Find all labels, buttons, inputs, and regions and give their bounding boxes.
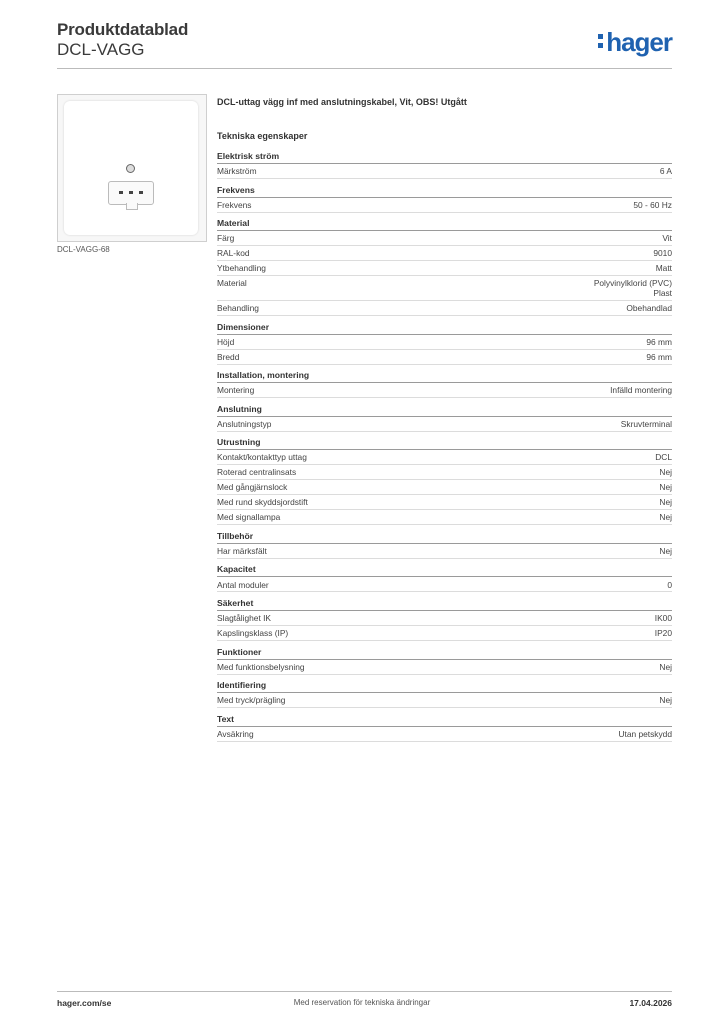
spec-value: Polyvinylklorid (PVC) Plast <box>593 278 672 299</box>
spec-group-title: Kapacitet <box>217 563 672 577</box>
specs-title: Tekniska egenskaper <box>217 131 308 141</box>
spec-value: Nej <box>659 512 672 523</box>
spec-row <box>217 544 672 559</box>
spec-group-title: Utrustning <box>217 436 672 450</box>
footer-date: 17.04.2026 <box>629 998 672 1008</box>
spec-row <box>217 335 672 350</box>
screw-icon <box>126 164 135 173</box>
spec-group-title: Funktioner <box>217 646 672 660</box>
logo-dots-icon <box>598 34 603 52</box>
spec-row <box>217 495 672 510</box>
spec-group-title: Elektrisk ström <box>217 150 672 164</box>
spec-row <box>217 198 672 213</box>
spec-label: Kapslingsklass (IP) <box>217 628 289 639</box>
spec-value: IP20 <box>654 628 672 639</box>
spec-group-title: Installation, montering <box>217 369 672 383</box>
socket-tab <box>126 203 138 210</box>
spec-group <box>217 369 672 398</box>
spec-value: Obehandlad <box>626 303 672 314</box>
spec-row <box>217 693 672 708</box>
spec-group <box>217 150 672 179</box>
spec-label: Med rund skyddsjordstift <box>217 497 308 508</box>
outlet-plate-image <box>64 101 198 235</box>
spec-group-title: Material <box>217 217 672 231</box>
spec-label: Med signallampa <box>217 512 281 523</box>
spec-value: Nej <box>659 482 672 493</box>
spec-group-title: Text <box>217 713 672 727</box>
footer-disclaimer: Med reservation för tekniska ändringar <box>293 998 431 1007</box>
spec-row <box>217 577 672 592</box>
spec-value: Skruvterminal <box>620 418 672 429</box>
dcl-socket-icon <box>108 181 154 205</box>
product-code: DCL-VAGG <box>57 40 145 59</box>
product-image <box>57 94 207 242</box>
spec-row <box>217 417 672 432</box>
logo-text: hager <box>606 27 672 57</box>
spec-value: 50 - 60 Hz <box>633 199 672 210</box>
document-title: Produktdatablad <box>57 20 189 39</box>
spec-label: Kontakt/kontakttyp uttag <box>217 452 307 463</box>
spec-value: Utan petskydd <box>618 728 672 739</box>
spec-label: Höjd <box>217 336 235 347</box>
spec-label: Montering <box>217 385 255 396</box>
footer-divider <box>57 991 672 992</box>
spec-value: Infälld montering <box>610 385 672 396</box>
spec-label: Antal moduler <box>217 579 269 590</box>
spec-group <box>217 679 672 708</box>
spec-value: IK00 <box>654 613 672 624</box>
spec-row <box>217 465 672 480</box>
specs-table <box>217 150 672 742</box>
spec-group-title: Säkerhet <box>217 597 672 611</box>
spec-group <box>217 646 672 675</box>
spec-group <box>217 321 672 365</box>
header-divider <box>57 68 672 69</box>
spec-label: Avsäkring <box>217 728 254 739</box>
spec-row <box>217 383 672 398</box>
spec-group <box>217 184 672 213</box>
spec-value: 96 mm <box>646 351 672 362</box>
spec-group-title: Anslutning <box>217 403 672 417</box>
spec-label: Frekvens <box>217 199 252 210</box>
spec-group-title: Frekvens <box>217 184 672 198</box>
spec-row <box>217 350 672 365</box>
spec-label: RAL-kod <box>217 248 250 259</box>
spec-row <box>217 626 672 641</box>
spec-label: Bredd <box>217 351 240 362</box>
image-caption: DCL-VAGG-68 <box>57 245 110 254</box>
spec-label: Har märksfält <box>217 546 267 556</box>
spec-row <box>217 246 672 261</box>
spec-label: Ytbehandling <box>217 263 266 274</box>
spec-label: Roterad centralinsats <box>217 467 297 478</box>
spec-value: Vit <box>662 233 672 244</box>
document-header <box>57 20 188 60</box>
spec-value: Nej <box>659 497 672 508</box>
spec-value: 9010 <box>653 248 672 259</box>
hager-logo <box>598 28 672 56</box>
spec-group-title: Dimensioner <box>217 321 672 335</box>
spec-row <box>217 611 672 626</box>
spec-group-title: Tillbehör <box>217 530 672 544</box>
spec-label: Slagtålighet IK <box>217 613 272 624</box>
spec-row <box>217 450 672 465</box>
spec-label: Behandling <box>217 303 259 314</box>
spec-row <box>217 276 672 301</box>
spec-group-title: Identifiering <box>217 679 672 693</box>
spec-value: DCL <box>655 452 672 463</box>
spec-label: Material <box>217 278 247 289</box>
spec-value: Nej <box>659 661 672 672</box>
spec-value: 6 A <box>659 166 672 177</box>
spec-value: Nej <box>659 695 672 706</box>
spec-value: 0 <box>667 579 672 590</box>
spec-group <box>217 530 672 559</box>
footer-website: hager.com/se <box>57 998 112 1008</box>
spec-label: Färg <box>217 233 235 244</box>
spec-group <box>217 403 672 432</box>
spec-group <box>217 563 672 592</box>
spec-label: Med gångjärnslock <box>217 482 288 493</box>
spec-value: 96 mm <box>646 336 672 347</box>
spec-row <box>217 660 672 675</box>
spec-group <box>217 436 672 525</box>
spec-value: Matt <box>655 263 672 274</box>
spec-row <box>217 261 672 276</box>
spec-row <box>217 480 672 495</box>
product-name: DCL-uttag vägg inf med anslutningskabel, Vit, OBS! Utgått <box>217 97 467 107</box>
spec-row <box>217 164 672 179</box>
spec-row <box>217 231 672 246</box>
spec-group <box>217 217 672 316</box>
spec-row <box>217 727 672 742</box>
spec-row <box>217 301 672 316</box>
spec-group <box>217 713 672 742</box>
spec-label: Anslutningstyp <box>217 418 272 429</box>
spec-value: Nej <box>659 467 672 478</box>
spec-group <box>217 597 672 641</box>
spec-value: Nej <box>659 546 672 556</box>
spec-row <box>217 510 672 525</box>
spec-label: Med tryck/prägling <box>217 695 286 706</box>
spec-label: Märkström <box>217 166 257 177</box>
spec-label: Med funktionsbelysning <box>217 661 305 672</box>
